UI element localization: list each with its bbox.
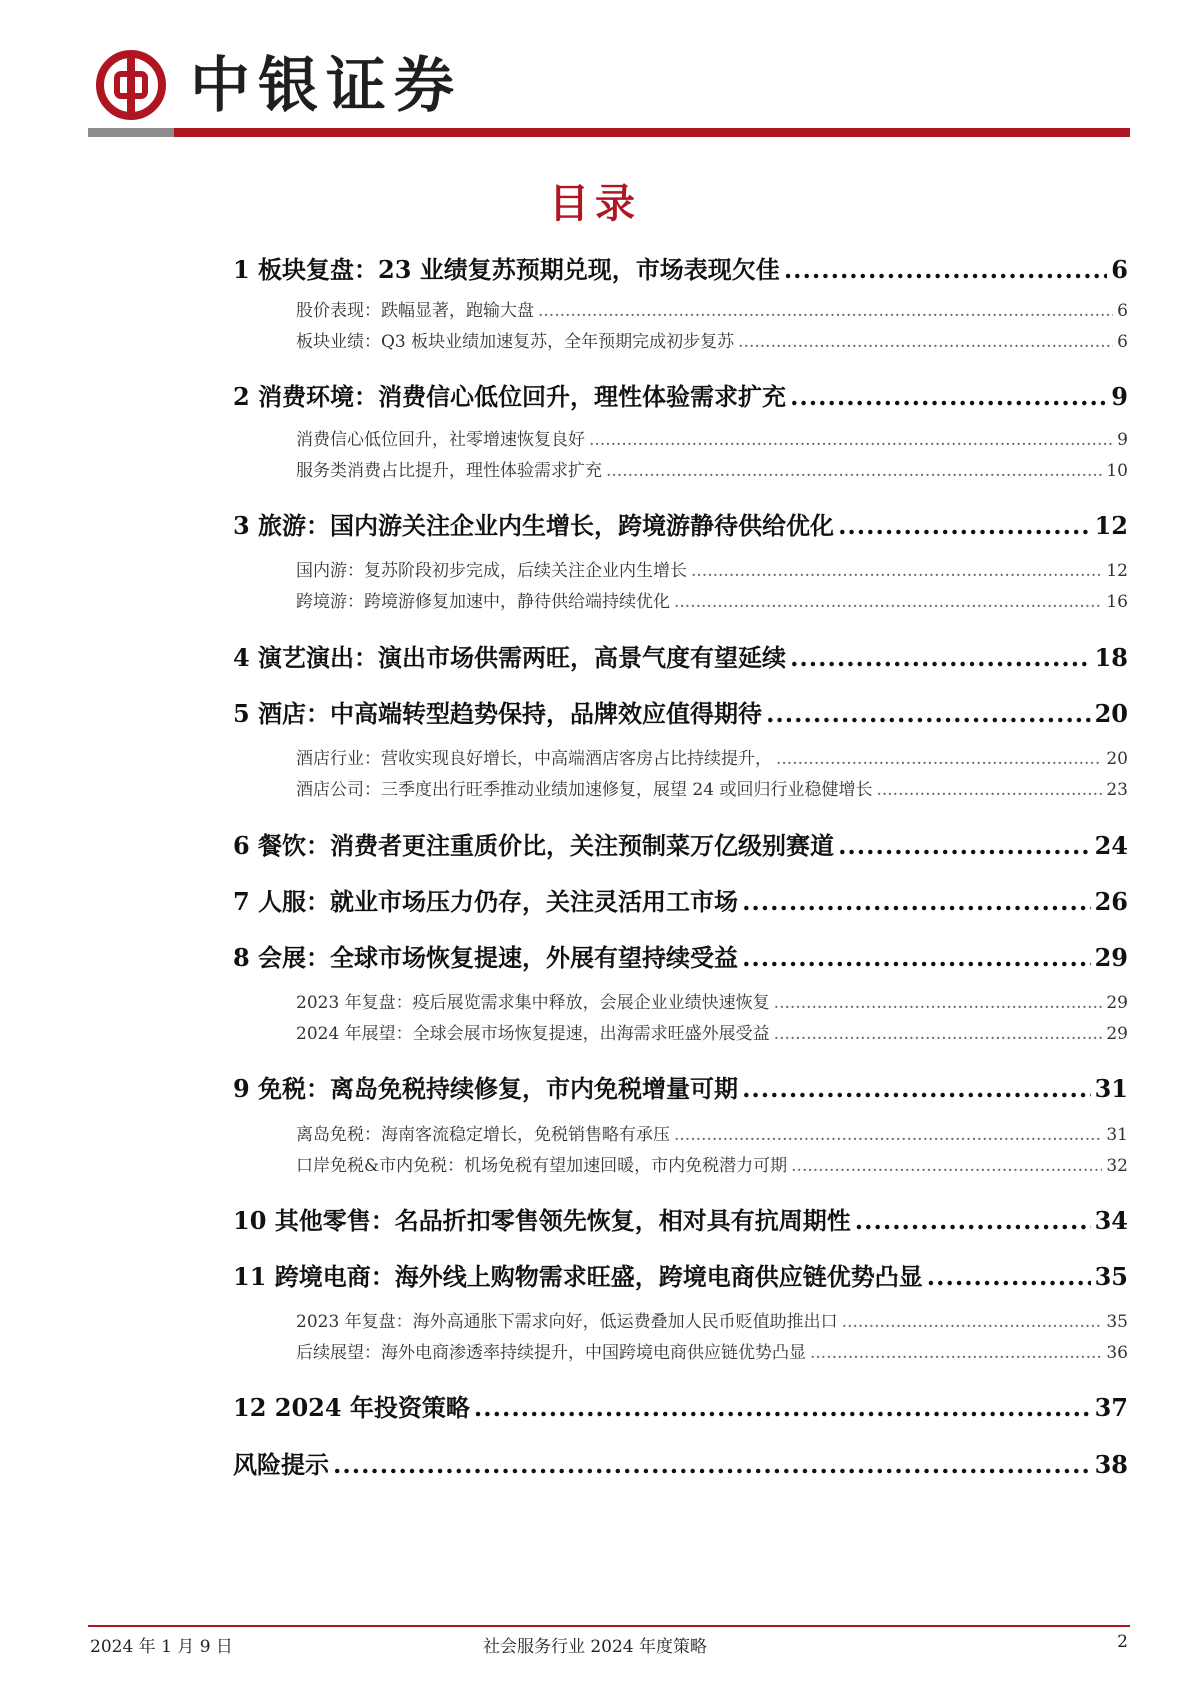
toc-entry-page: 32 bbox=[1106, 1156, 1128, 1176]
toc-subsection[interactable] bbox=[296, 1120, 1128, 1146]
toc-entry-label: 10 其他零售：名品折扣零售领先恢复，相对具有抗周期性 bbox=[233, 1206, 851, 1235]
toc-leader-dots bbox=[474, 1393, 1091, 1422]
toc-subsection[interactable] bbox=[296, 1338, 1128, 1364]
toc-entry-page: 37 bbox=[1094, 1393, 1128, 1422]
toc-entry-label: 6 餐饮：消费者更注重质价比，关注预制菜万亿级别赛道 bbox=[233, 831, 835, 860]
toc-entry-page: 31 bbox=[1106, 1125, 1128, 1145]
toc-entry-page: 23 bbox=[1106, 780, 1128, 800]
toc-leader-dots bbox=[538, 301, 1113, 321]
toc-entry-label: 1 板块复盘：23 业绩复苏预期兑现，市场表现欠佳 bbox=[233, 255, 780, 284]
toc-subsection[interactable] bbox=[296, 296, 1128, 322]
toc-leader-dots bbox=[674, 592, 1102, 612]
toc-subsection[interactable] bbox=[296, 1151, 1128, 1177]
toc-entry-page: 16 bbox=[1106, 592, 1128, 612]
toc-subsection[interactable] bbox=[296, 456, 1128, 482]
toc-subsection[interactable] bbox=[296, 1019, 1128, 1045]
header-rule-red bbox=[174, 128, 1130, 137]
toc-entry-page: 6 bbox=[1117, 332, 1128, 352]
page-header bbox=[88, 40, 1128, 136]
toc-entry-label: 11 跨境电商：海外线上购物需求旺盛，跨境电商供应链优势凸显 bbox=[233, 1262, 923, 1291]
toc-entry-label: 12 2024 年投资策略 bbox=[233, 1393, 470, 1422]
footer-page-number: 2 bbox=[1117, 1632, 1128, 1652]
toc-section[interactable] bbox=[233, 1388, 1128, 1424]
footer-rule bbox=[88, 1625, 1130, 1627]
toc-entry-page: 29 bbox=[1106, 1024, 1128, 1044]
toc-leader-dots bbox=[774, 993, 1103, 1013]
toc-entry-label: 股价表现：跌幅显著，跑输大盘 bbox=[296, 301, 534, 321]
toc-entry-page: 6 bbox=[1111, 255, 1128, 284]
toc-entry-page: 29 bbox=[1106, 993, 1128, 1013]
toc-entry-page: 20 bbox=[1106, 749, 1128, 769]
toc-leader-dots bbox=[333, 1450, 1091, 1479]
toc-entry-label: 9 免税：离岛免税持续修复，市内免税增量可期 bbox=[233, 1074, 739, 1103]
toc-subsection[interactable] bbox=[296, 425, 1128, 451]
toc-entry-page: 12 bbox=[1094, 511, 1128, 540]
bank-of-china-logo bbox=[96, 50, 166, 120]
toc-subsection[interactable] bbox=[296, 556, 1128, 582]
toc-leader-dots bbox=[855, 1206, 1091, 1235]
toc-leader-dots bbox=[589, 430, 1113, 450]
toc-section[interactable] bbox=[233, 882, 1128, 918]
toc-leader-dots bbox=[790, 382, 1107, 411]
toc-entry-page: 18 bbox=[1094, 643, 1128, 672]
toc-leader-dots bbox=[742, 943, 1091, 972]
toc-entry-page: 20 bbox=[1094, 699, 1128, 728]
toc-entry-label: 酒店公司：三季度出行旺季推动业绩加速修复，展望 24 或回归行业稳健增长 bbox=[296, 780, 873, 800]
toc-leader-dots bbox=[838, 511, 1091, 540]
toc-section[interactable] bbox=[233, 694, 1128, 730]
toc-leader-dots bbox=[810, 1343, 1102, 1363]
toc-leader-dots bbox=[606, 461, 1102, 481]
toc-subsection[interactable] bbox=[296, 587, 1128, 613]
toc-leader-dots bbox=[774, 1024, 1103, 1044]
toc-entry-label: 4 演艺演出：演出市场供需两旺，高景气度有望延续 bbox=[233, 643, 787, 672]
toc-subsection[interactable] bbox=[296, 327, 1128, 353]
page-title: 目录 bbox=[549, 180, 641, 227]
toc-entry-label: 后续展望：海外电商渗透率持续提升，中国跨境电商供应链优势凸显 bbox=[296, 1343, 806, 1363]
toc-entry-page: 9 bbox=[1111, 382, 1128, 411]
toc-section[interactable] bbox=[233, 938, 1128, 974]
toc-entry-label: 3 旅游：国内游关注企业内生增长，跨境游静待供给优化 bbox=[233, 511, 835, 540]
toc-section[interactable] bbox=[233, 377, 1128, 413]
toc-section[interactable] bbox=[233, 1257, 1128, 1293]
toc-leader-dots bbox=[927, 1262, 1091, 1291]
toc-section[interactable] bbox=[233, 250, 1128, 286]
toc-entry-page: 35 bbox=[1106, 1312, 1128, 1332]
toc-entry-page: 10 bbox=[1106, 461, 1128, 481]
toc-leader-dots bbox=[838, 831, 1091, 860]
footer-date: 2024 年 1 月 9 日 bbox=[90, 1637, 233, 1657]
toc-entry-label: 2 消费环境：消费信心低位回升，理性体验需求扩充 bbox=[233, 382, 787, 411]
toc-entry-page: 35 bbox=[1094, 1262, 1128, 1291]
toc-leader-dots bbox=[842, 1312, 1103, 1332]
toc-entry-page: 12 bbox=[1106, 561, 1128, 581]
toc-entry-page: 24 bbox=[1094, 831, 1128, 860]
toc-entry-page: 36 bbox=[1106, 1343, 1128, 1363]
toc-leader-dots bbox=[691, 561, 1102, 581]
toc-section[interactable] bbox=[233, 1445, 1128, 1481]
toc-entry-label: 5 酒店：中高端转型趋势保持，品牌效应值得期待 bbox=[233, 699, 763, 728]
toc-leader-dots bbox=[784, 255, 1107, 284]
toc-entry-page: 9 bbox=[1117, 430, 1128, 450]
toc-entry-label: 2023 年复盘：海外高通胀下需求向好，低运费叠加人民币贬值助推出口 bbox=[296, 1312, 838, 1332]
toc-entry-page: 26 bbox=[1094, 887, 1128, 916]
toc-section[interactable] bbox=[233, 506, 1128, 542]
toc-entry-label: 7 人服：就业市场压力仍存，关注灵活用工市场 bbox=[233, 887, 739, 916]
toc-subsection[interactable] bbox=[296, 744, 1128, 770]
toc-leader-dots bbox=[790, 643, 1091, 672]
toc-entry-page: 29 bbox=[1094, 943, 1128, 972]
toc-leader-dots bbox=[876, 780, 1102, 800]
toc-subsection[interactable] bbox=[296, 1307, 1128, 1333]
toc-entry-label: 2023 年复盘：疫后展览需求集中释放，会展企业业绩快速恢复 bbox=[296, 993, 770, 1013]
toc-entry-page: 6 bbox=[1117, 301, 1128, 321]
toc-leader-dots bbox=[791, 1156, 1102, 1176]
toc-entry-page: 31 bbox=[1094, 1074, 1128, 1103]
toc-entry-label: 酒店行业：营收实现良好增长，中高端酒店客房占比持续提升， bbox=[296, 749, 772, 769]
toc-leader-dots bbox=[742, 1074, 1091, 1103]
brand-name: 中银证券 bbox=[190, 51, 462, 121]
toc-leader-dots bbox=[674, 1125, 1102, 1145]
toc-entry-label: 国内游：复苏阶段初步完成，后续关注企业内生增长 bbox=[296, 561, 687, 581]
header-rule-gray bbox=[88, 128, 174, 137]
toc-section[interactable] bbox=[233, 826, 1128, 862]
toc-section[interactable] bbox=[233, 638, 1128, 674]
toc-subsection[interactable] bbox=[296, 775, 1128, 801]
toc-entry-label: 跨境游：跨境游修复加速中，静待供给端持续优化 bbox=[296, 592, 670, 612]
toc-leader-dots bbox=[766, 699, 1091, 728]
toc-leader-dots bbox=[776, 749, 1102, 769]
toc-entry-label: 离岛免税：海南客流稳定增长，免税销售略有承压 bbox=[296, 1125, 670, 1145]
toc-section[interactable] bbox=[233, 1201, 1128, 1237]
toc-entry-page: 34 bbox=[1094, 1206, 1128, 1235]
toc-entry-page: 38 bbox=[1094, 1450, 1128, 1479]
toc-subsection[interactable] bbox=[296, 988, 1128, 1014]
toc-entry-label: 风险提示 bbox=[233, 1450, 329, 1479]
footer-report-title: 社会服务行业 2024 年度策略 bbox=[482, 1637, 708, 1657]
toc-entry-label: 板块业绩：Q3 板块业绩加速复苏，全年预期完成初步复苏 bbox=[296, 332, 735, 352]
toc-entry-label: 2024 年展望：全球会展市场恢复提速，出海需求旺盛外展受益 bbox=[296, 1024, 770, 1044]
toc-section[interactable] bbox=[233, 1069, 1128, 1105]
toc-leader-dots bbox=[738, 332, 1113, 352]
toc-entry-label: 8 会展：全球市场恢复提速，外展有望持续受益 bbox=[233, 943, 739, 972]
toc-entry-label: 口岸免税&市内免税：机场免税有望加速回暖，市内免税潜力可期 bbox=[296, 1156, 788, 1176]
toc-leader-dots bbox=[742, 887, 1091, 916]
toc-entry-label: 服务类消费占比提升，理性体验需求扩充 bbox=[296, 461, 602, 481]
toc-entry-label: 消费信心低位回升，社零增速恢复良好 bbox=[296, 430, 585, 450]
